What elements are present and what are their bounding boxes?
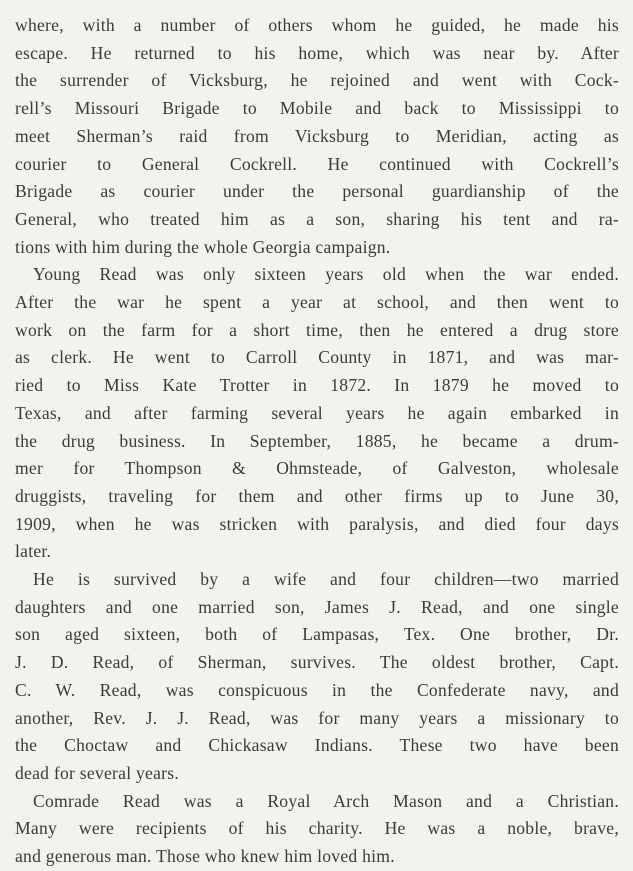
text-line: courier to General Cockrell. He continued with Cockrell’s — [15, 153, 619, 174]
text-line: He is survived by a wife and four children—two married — [33, 569, 619, 590]
text-line: the surrender of Vicksburg, he rejoined and went with Cock- — [15, 70, 619, 91]
text-line: the drug business. In September, 1885, he became a drum- — [15, 430, 619, 451]
text-line: Texas, and after farming several years he again embarked in — [15, 402, 619, 423]
text-line: Many were recipients of his charity. He was a noble, brave, — [15, 818, 619, 839]
text-line: as clerk. He went to Carroll County in 1871, and was mar- — [15, 347, 619, 368]
text-line: another, Rev. J. J. Read, was for many years a missionary to — [15, 707, 619, 728]
paragraph-character — [15, 788, 619, 871]
paragraph-survivors — [15, 566, 619, 788]
paragraph-escape-and-service — [15, 12, 619, 261]
text-line: rell’s Missouri Brigade to Mobile and back to Mississippi to — [15, 98, 619, 119]
text-line: Comrade Read was a Royal Arch Mason and a Christian. — [33, 790, 619, 811]
text-line: later. — [15, 541, 52, 562]
text-line: and generous man. Those who knew him loved him. — [15, 846, 395, 867]
text-line: dead for several years. — [15, 762, 180, 783]
text-line: Brigade as courier under the personal guardianship of the — [15, 181, 619, 202]
text-line: son aged sixteen, both of Lampasas, Tex. One brother, Dr. — [15, 624, 619, 645]
text-line: work on the farm for a short time, then he entered a drug store — [15, 319, 619, 340]
text-line: Young Read was only sixteen years old when the war ended. — [33, 264, 619, 285]
text-line: the Choctaw and Chickasaw Indians. These two have been — [15, 735, 619, 756]
text-line: meet Sherman’s raid from Vicksburg to Meridian, acting as — [15, 125, 619, 146]
text-line: ried to Miss Kate Trotter in 1872. In 1879 he moved to — [15, 375, 619, 396]
text-line: tions with him during the whole Georgia campaign. — [15, 236, 391, 257]
text-line: escape. He returned to his home, which was near by. After — [15, 42, 619, 63]
text-line: C. W. Read, was conspicuous in the Confederate navy, and — [15, 679, 619, 700]
text-line: mer for Thompson & Ohmsteade, of Galveston, wholesale — [15, 458, 619, 479]
text-line: J. D. Read, of Sherman, survives. The oldest brother, Capt. — [15, 652, 619, 673]
text-line: 1909, when he was stricken with paralysis, and died four days — [15, 513, 619, 534]
text-line: General, who treated him as a son, sharing his tent and ra- — [15, 208, 619, 229]
text-line: After the war he spent a year at school, and then went to — [15, 292, 619, 313]
text-line: where, with a number of others whom he guided, he made his — [15, 15, 619, 35]
text-line: daughters and one married son, James J. Read, and one single — [15, 596, 619, 617]
text-line: druggists, traveling for them and other firms up to June 30, — [15, 485, 619, 506]
paragraph-after-the-war — [15, 261, 619, 566]
article-body — [15, 12, 619, 871]
